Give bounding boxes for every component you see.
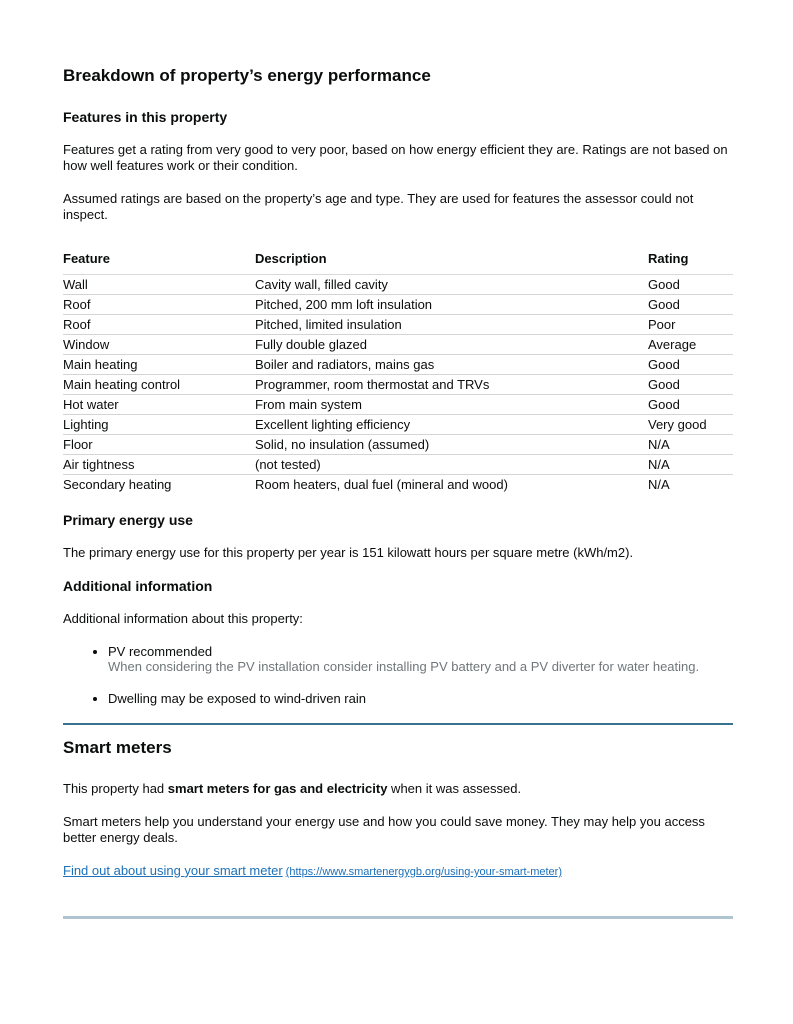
feature-cell: Hot water xyxy=(63,394,255,414)
feature-cell: Main heating control xyxy=(63,374,255,394)
description-cell: (not tested) xyxy=(255,454,648,474)
rating-cell: Very good xyxy=(648,414,733,434)
rating-cell: Average xyxy=(648,334,733,354)
rating-cell: Good xyxy=(648,274,733,294)
table-row xyxy=(63,434,733,454)
description-cell: From main system xyxy=(255,394,648,414)
description-cell: Programmer, room thermostat and TRVs xyxy=(255,374,648,394)
assessed-prefix: This property had xyxy=(63,780,168,796)
bullet-title: • PV recommended xyxy=(108,643,213,659)
description-cell: Excellent lighting efficiency xyxy=(255,414,648,434)
table-row xyxy=(63,394,733,414)
smart-meter-link-url: (https://www.smartenergygb.org/using-your-smart-meter) xyxy=(285,865,562,878)
table-row xyxy=(63,314,733,334)
table-row xyxy=(63,354,733,374)
bullet-title: • Dwelling may be exposed to wind-driven rain xyxy=(108,690,366,706)
smart-meters-benefit-para: Smart meters help you understand your energy use and how you could save money. They may help you access better energy deals. xyxy=(63,813,705,845)
rating-cell: N/A xyxy=(648,434,733,454)
feature-cell: Wall xyxy=(63,274,255,294)
bottom-divider xyxy=(63,916,733,919)
features-assumed-para: Assumed ratings are based on the property’s age and type. They are used for features the assessor could not inspect. xyxy=(63,190,694,222)
description-cell: Boiler and radiators, mains gas xyxy=(255,354,648,374)
description-cell: Room heaters, dual fuel (mineral and wood) xyxy=(255,476,508,492)
description-cell: Fully double glazed xyxy=(255,334,648,354)
smart-meters-heading: Smart meters xyxy=(63,738,172,758)
feature-cell: Floor xyxy=(63,434,255,454)
description-cell: Pitched, limited insulation xyxy=(255,314,648,334)
col-header-feature: Feature xyxy=(63,251,255,275)
description-cell: Solid, no insulation (assumed) xyxy=(255,434,648,454)
feature-cell: Lighting xyxy=(63,414,255,434)
additional-info-intro: Additional information about this property: xyxy=(63,610,303,626)
table-row xyxy=(63,454,733,474)
feature-cell: Main heating xyxy=(63,354,255,374)
rating-cell: Good xyxy=(648,354,733,374)
list-item xyxy=(108,691,733,707)
assessed-bold-text: smart meters for gas and electricity xyxy=(167,780,388,796)
table-row xyxy=(63,294,733,314)
breakdown-heading: Breakdown of property’s energy performance xyxy=(63,66,431,85)
rating-cell: Poor xyxy=(648,314,733,334)
table-row xyxy=(63,274,733,294)
feature-cell: Roof xyxy=(63,314,255,334)
features-intro-para: Features get a rating from very good to very poor, based on how energy efficient they are. Ratings are not based on how well features work or their condition. xyxy=(63,141,728,173)
additional-info-list xyxy=(63,644,733,707)
table-row xyxy=(63,474,733,494)
smart-meters-assessed-para xyxy=(63,781,733,797)
smart-meter-link-line xyxy=(63,863,733,880)
rating-cell: N/A xyxy=(648,476,670,492)
features-heading: Features in this property xyxy=(63,108,228,125)
feature-cell: Window xyxy=(63,334,255,354)
primary-energy-para: The primary energy use for this property per year is 151 kilowatt hours per square metre (kWh/m2). xyxy=(63,544,634,560)
list-item xyxy=(108,644,733,675)
additional-info-heading: Additional information xyxy=(63,577,213,594)
feature-cell: Roof xyxy=(63,294,255,314)
smart-meter-link[interactable] xyxy=(63,863,562,878)
table-row xyxy=(63,334,733,354)
rating-cell: Good xyxy=(648,294,733,314)
bullet-note: When considering the PV installation consider installing PV battery and a PV diverter for water heating. xyxy=(108,659,700,675)
table-row xyxy=(63,414,733,434)
rating-cell: Good xyxy=(648,374,733,394)
smart-meter-link-text: Find out about using your smart meter xyxy=(63,862,283,878)
primary-energy-heading: Primary energy use xyxy=(63,511,193,528)
description-cell: Pitched, 200 mm loft insulation xyxy=(255,294,648,314)
feature-cell: Secondary heating xyxy=(63,476,172,492)
table-row xyxy=(63,374,733,394)
features-table xyxy=(63,251,733,494)
col-header-description: Description xyxy=(255,251,648,275)
rating-cell: Good xyxy=(648,394,733,414)
col-header-rating: Rating xyxy=(648,251,733,275)
table-header-row xyxy=(63,251,733,275)
rating-cell: N/A xyxy=(648,454,733,474)
assessed-suffix: when it was assessed. xyxy=(387,780,522,796)
description-cell: Cavity wall, filled cavity xyxy=(255,274,648,294)
feature-cell: Air tightness xyxy=(63,454,255,474)
section-divider xyxy=(63,723,733,725)
